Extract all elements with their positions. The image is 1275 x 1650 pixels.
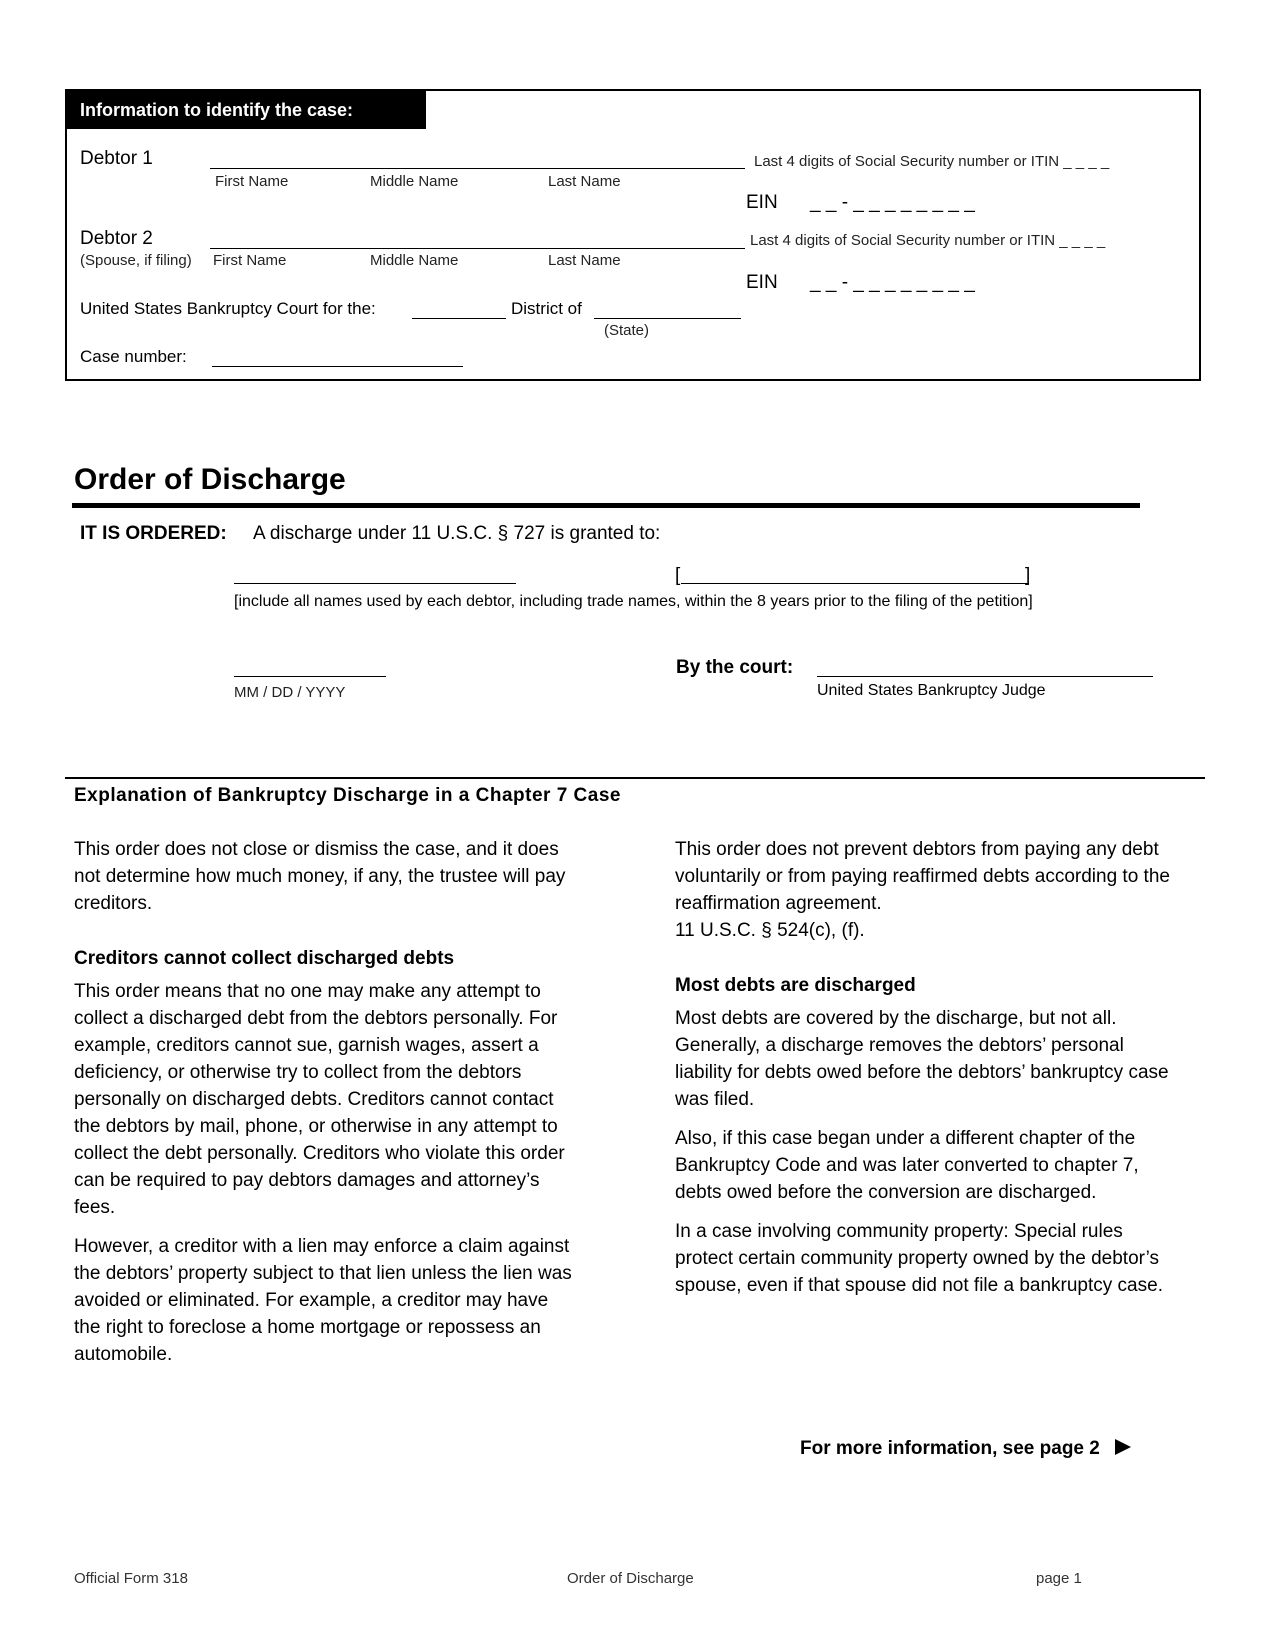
district-state-field[interactable]	[594, 318, 741, 319]
district-label: District of	[511, 299, 582, 318]
judge-caption: United States Bankruptcy Judge	[817, 682, 1046, 699]
by-the-court-label: By the court:	[676, 657, 794, 678]
debtor2-ein-field[interactable]: _ _ - _ _ _ _ _ _ _ _	[810, 272, 975, 293]
case-number-label: Case number:	[80, 347, 187, 366]
footer-title: Order of Discharge	[567, 1570, 694, 1587]
right-triangle-icon	[1115, 1439, 1131, 1455]
date-format-caption: MM / DD / YYYY	[234, 684, 346, 701]
debtor2-ssn-field[interactable]: Last 4 digits of Social Security number or ITIN _ _ _ _	[750, 232, 1106, 249]
ordered-text: A discharge under 11 U.S.C. § 727 is granted to:	[253, 523, 661, 544]
left-paragraph-1: This order means that no one may make any attempt to collect a discharged debt from the debtors personally. For example, creditors cannot sue, garnish wages, assert a deficiency, or otherwise try to collect from the debtors personally on discharged debts. Creditors cannot contact the debtors by mail, phone, or otherwise in any attempt to collect the debt personally. Creditors who violate this order can be required to pay debtors damages and attorney’s fees.	[74, 981, 565, 1218]
right-heading: Most debts are discharged	[675, 975, 916, 996]
right-paragraph-2: Also, if this case began under a different chapter of the Bankruptcy Code and was later converted to chapter 7, debts owed before the conversion are discharged.	[675, 1128, 1139, 1203]
court-field[interactable]	[412, 318, 506, 319]
debtor-name-field[interactable]	[234, 583, 516, 584]
other-names-field[interactable]	[681, 583, 1029, 584]
left-heading: Creditors cannot collect discharged debts	[74, 948, 455, 969]
bracket-close: ]	[1025, 565, 1031, 586]
left-column	[74, 836, 574, 1380]
title-rule	[72, 503, 1140, 508]
debtor1-ein-label: EIN	[746, 192, 778, 213]
right-paragraph-3: In a case involving community property: Special rules protect certain community property owned by the debtor’s spouse, even if that spouse did not file a bankruptcy case.	[675, 1221, 1163, 1296]
explanation-title: Explanation of Bankruptcy Discharge in a Chapter 7 Case	[74, 785, 621, 806]
debtor2-last-name-caption: Last Name	[548, 252, 621, 269]
debtor2-ein-label: EIN	[746, 272, 778, 293]
footer-page-number: page 1	[1036, 1570, 1082, 1587]
debtor2-name-field[interactable]	[210, 248, 745, 249]
debtor1-label: Debtor 1	[80, 148, 153, 169]
judge-signature-field[interactable]	[817, 676, 1153, 677]
bracket-open: [	[675, 565, 681, 586]
debtor1-name-field[interactable]	[210, 168, 745, 169]
right-column	[675, 836, 1180, 1311]
right-paragraph-1: Most debts are covered by the discharge, but not all. Generally, a discharge removes the debtors’ personal liability for debts owed before the debtors’ bankruptcy case was filed.	[675, 1008, 1169, 1110]
left-paragraph-2: However, a creditor with a lien may enforce a claim against the debtors’ property subject to that lien unless the lien was avoided or eliminated. For example, a creditor may have the right to foreclose a home mortgage or repossess an automobile.	[74, 1236, 572, 1365]
debtor2-label: Debtor 2	[80, 228, 153, 249]
debtor1-ein-field[interactable]: _ _ - _ _ _ _ _ _ _ _	[810, 192, 975, 213]
case-info-header: Information to identify the case:	[67, 91, 426, 129]
it-is-ordered-label: IT IS ORDERED:	[80, 523, 227, 544]
more-info-text: For more information, see page 2	[800, 1438, 1100, 1459]
order-title: Order of Discharge	[74, 463, 346, 496]
debtor1-middle-name-caption: Middle Name	[370, 173, 459, 190]
right-intro-citation: 11 U.S.C. § 524(c), (f).	[675, 920, 865, 941]
date-field[interactable]	[234, 676, 386, 677]
names-note: [include all names used by each debtor, including trade names, within the 8 years prior to the filing of the petition]	[234, 593, 1033, 610]
court-label: United States Bankruptcy Court for the:	[80, 299, 376, 318]
right-intro-paragraph: This order does not prevent debtors from paying any debt voluntarily or from paying reaffirmed debts according to the reaffirmation agreement.	[675, 839, 1170, 914]
state-caption: (State)	[604, 322, 650, 339]
case-number-field[interactable]	[212, 366, 463, 367]
debtor2-first-name-caption: First Name	[213, 252, 287, 269]
debtor1-first-name-caption: First Name	[215, 173, 289, 190]
more-info-link[interactable]	[800, 1438, 1131, 1460]
debtor2-middle-name-caption: Middle Name	[370, 252, 459, 269]
left-intro-paragraph: This order does not close or dismiss the case, and it does not determine how much money, if any, the trustee will pay creditors.	[74, 839, 566, 914]
explanation-rule	[65, 777, 1205, 779]
footer-form-number: Official Form 318	[74, 1570, 188, 1587]
debtor1-ssn-field[interactable]: Last 4 digits of Social Security number or ITIN _ _ _ _	[754, 153, 1110, 170]
debtor2-spouse-note: (Spouse, if filing)	[80, 252, 192, 269]
debtor1-last-name-caption: Last Name	[548, 173, 621, 190]
